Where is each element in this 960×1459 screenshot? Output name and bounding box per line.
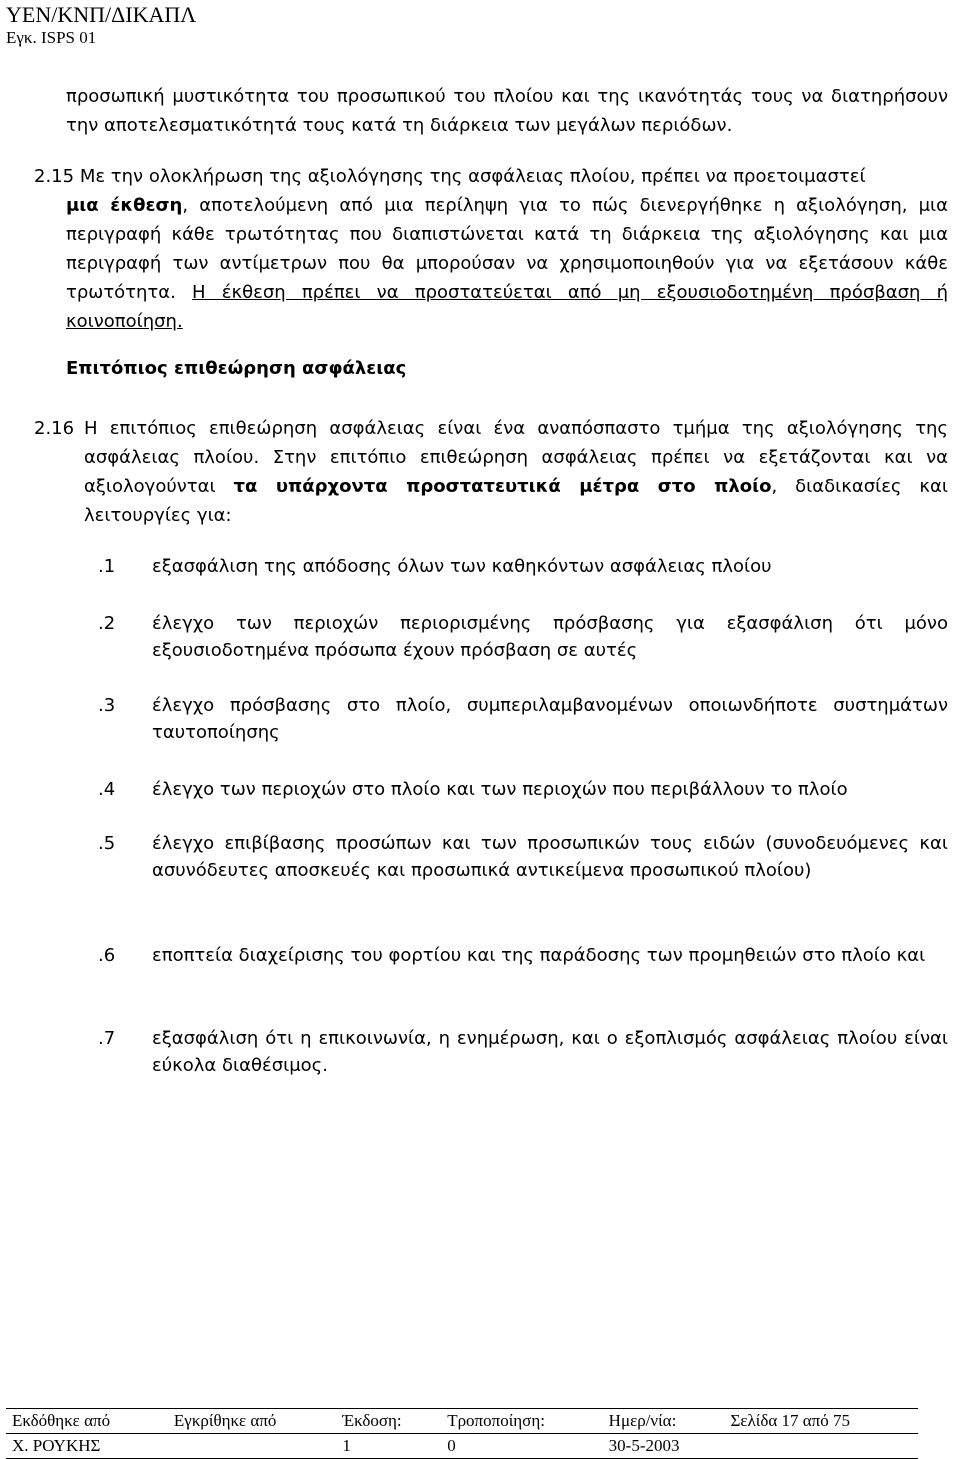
paragraph-continuation: προσωπική μυστικότητα του προσωπικού του πλοίου και της ικανότητάς τους να διατηρήσουν την αποτελεσματικότητά τους κατά τη διάρκεια των μεγάλων περιόδων.	[66, 86, 948, 136]
list-item	[98, 776, 948, 803]
paragraph-number: 2.15	[34, 166, 75, 187]
footer-issued-by-label: Εκδόθηκε από	[6, 1409, 168, 1434]
footer-revision-value: 0	[441, 1434, 602, 1459]
list-item-number: .6	[98, 945, 116, 966]
footer-date-value: 30-5-2003	[603, 1434, 725, 1459]
footer-empty-cell	[725, 1434, 919, 1459]
list-item-number: .7	[98, 1028, 116, 1049]
list-item-number: .5	[98, 833, 116, 854]
paragraph-text: , αποτελούμενη από μια περίληψη για το πώς διενεργήθηκε η αξιολόγηση, μια περιγραφή κάθε τρωτότητας που διαπιστώνεται κατά τη διάρκεια της αξιολόγησης και μια περιγραφή των αντίμετρων που θα μπορούσαν να χρησιμοποιηθούν για να εξετάσουν κάθε τρωτότητα.	[66, 195, 948, 303]
document-footer	[6, 1408, 918, 1459]
list-item-text: εξασφάλιση της απόδοσης όλων των καθηκόντων ασφάλειας πλοίου	[152, 556, 772, 577]
list-item	[98, 553, 948, 580]
paragraph-number: 2.16	[34, 418, 75, 439]
list-item-number: .2	[98, 613, 116, 634]
header-subtitle: Εγκ. ISPS 01	[6, 28, 97, 48]
footer-page-number: Σελίδα 17 από 75	[725, 1409, 919, 1434]
footer-date-label: Ημερ/νία:	[603, 1409, 725, 1434]
paragraph-lead-text: Με την ολοκλήρωση της αξιολόγησης της ασφάλειας πλοίου, πρέπει να προετοιμαστεί	[79, 166, 866, 187]
footer-approved-by-label: Εγκρίθηκε από	[168, 1409, 336, 1434]
list-item	[98, 1025, 948, 1079]
list-item-number: .1	[98, 556, 116, 577]
paragraph-2-16	[34, 414, 948, 530]
underlined-sentence: Η έκθεση πρέπει να προστατεύεται από μη εξουσιοδοτημένη πρόσβαση ή κοινοποίηση.	[66, 282, 949, 332]
list-item-text: εποπτεία διαχείρισης του φορτίου και της παράδοσης των προμηθειών στο πλοίο και	[152, 945, 926, 966]
footer-header-row	[6, 1409, 918, 1434]
list-item-number: .3	[98, 695, 116, 716]
footer-version-value: 1	[336, 1434, 441, 1459]
section-heading: Επιτόπιος επιθεώρηση ασφάλειας	[66, 358, 407, 379]
list-item	[98, 942, 948, 969]
footer-value-row	[6, 1434, 918, 1459]
list-item	[98, 830, 948, 884]
list-item-text: έλεγχο των περιοχών περιορισμένης πρόσβασης για εξασφάλιση ότι μόνο εξουσιοδοτημένα πρόσωπα έχουν πρόσβαση σε αυτές	[152, 613, 948, 661]
document-header	[6, 2, 196, 49]
footer-approved-by-value	[168, 1434, 336, 1459]
list-item	[98, 692, 948, 746]
list-item-text: έλεγχο των περιοχών στο πλοίο και των περιοχών που περιβάλλουν το πλοίο	[152, 779, 848, 800]
paragraph-text-end: , διαδικασίες και λειτουργίες για:	[84, 476, 948, 526]
list-item-text: έλεγχο πρόσβασης στο πλοίο, συμπεριλαμβανομένων οποιωνδήποτε συστημάτων ταυτοποίησης	[152, 695, 948, 743]
list-item-text: εξασφάλιση ότι η επικοινωνία, η ενημέρωση, και ο εξοπλισμός ασφάλειας πλοίου είναι εύκολα διαθέσιμος.	[152, 1028, 948, 1076]
paragraph-text: Η επιτόπιος επιθεώρηση ασφάλειας είναι ένα αναπόσπαστο τμήμα της αξιολόγησης της ασφάλειας πλοίου. Στην επιτόπιο επιθεώρηση ασφάλειας πρέπει να εξετάζονται και να αξιολογούνται	[84, 418, 948, 497]
footer-issued-by-value: Χ. ΡΟΥΚΗΣ	[6, 1434, 168, 1459]
list-item	[98, 610, 948, 664]
bold-phrase: μια έκθεση	[66, 195, 183, 216]
bold-phrase: τα υπάρχοντα προστατευτικά μέτρα στο πλοίο	[233, 476, 772, 497]
list-item-number: .4	[98, 779, 116, 800]
header-title: ΥΕΝ/ΚΝΠ/ΔΙΚΑΠΛ	[6, 2, 197, 27]
footer-version-label: Έκδοση:	[336, 1409, 441, 1434]
paragraph-2-15	[34, 162, 948, 336]
list-item-text: έλεγχο επιβίβασης προσώπων και των προσωπικών τους ειδών (συνοδευόμενες και ασυνόδευτες αποσκευές και προσωπικά αντικείμενα προσωπικού πλοίου)	[152, 833, 948, 881]
footer-revision-label: Τροποποίηση:	[441, 1409, 602, 1434]
